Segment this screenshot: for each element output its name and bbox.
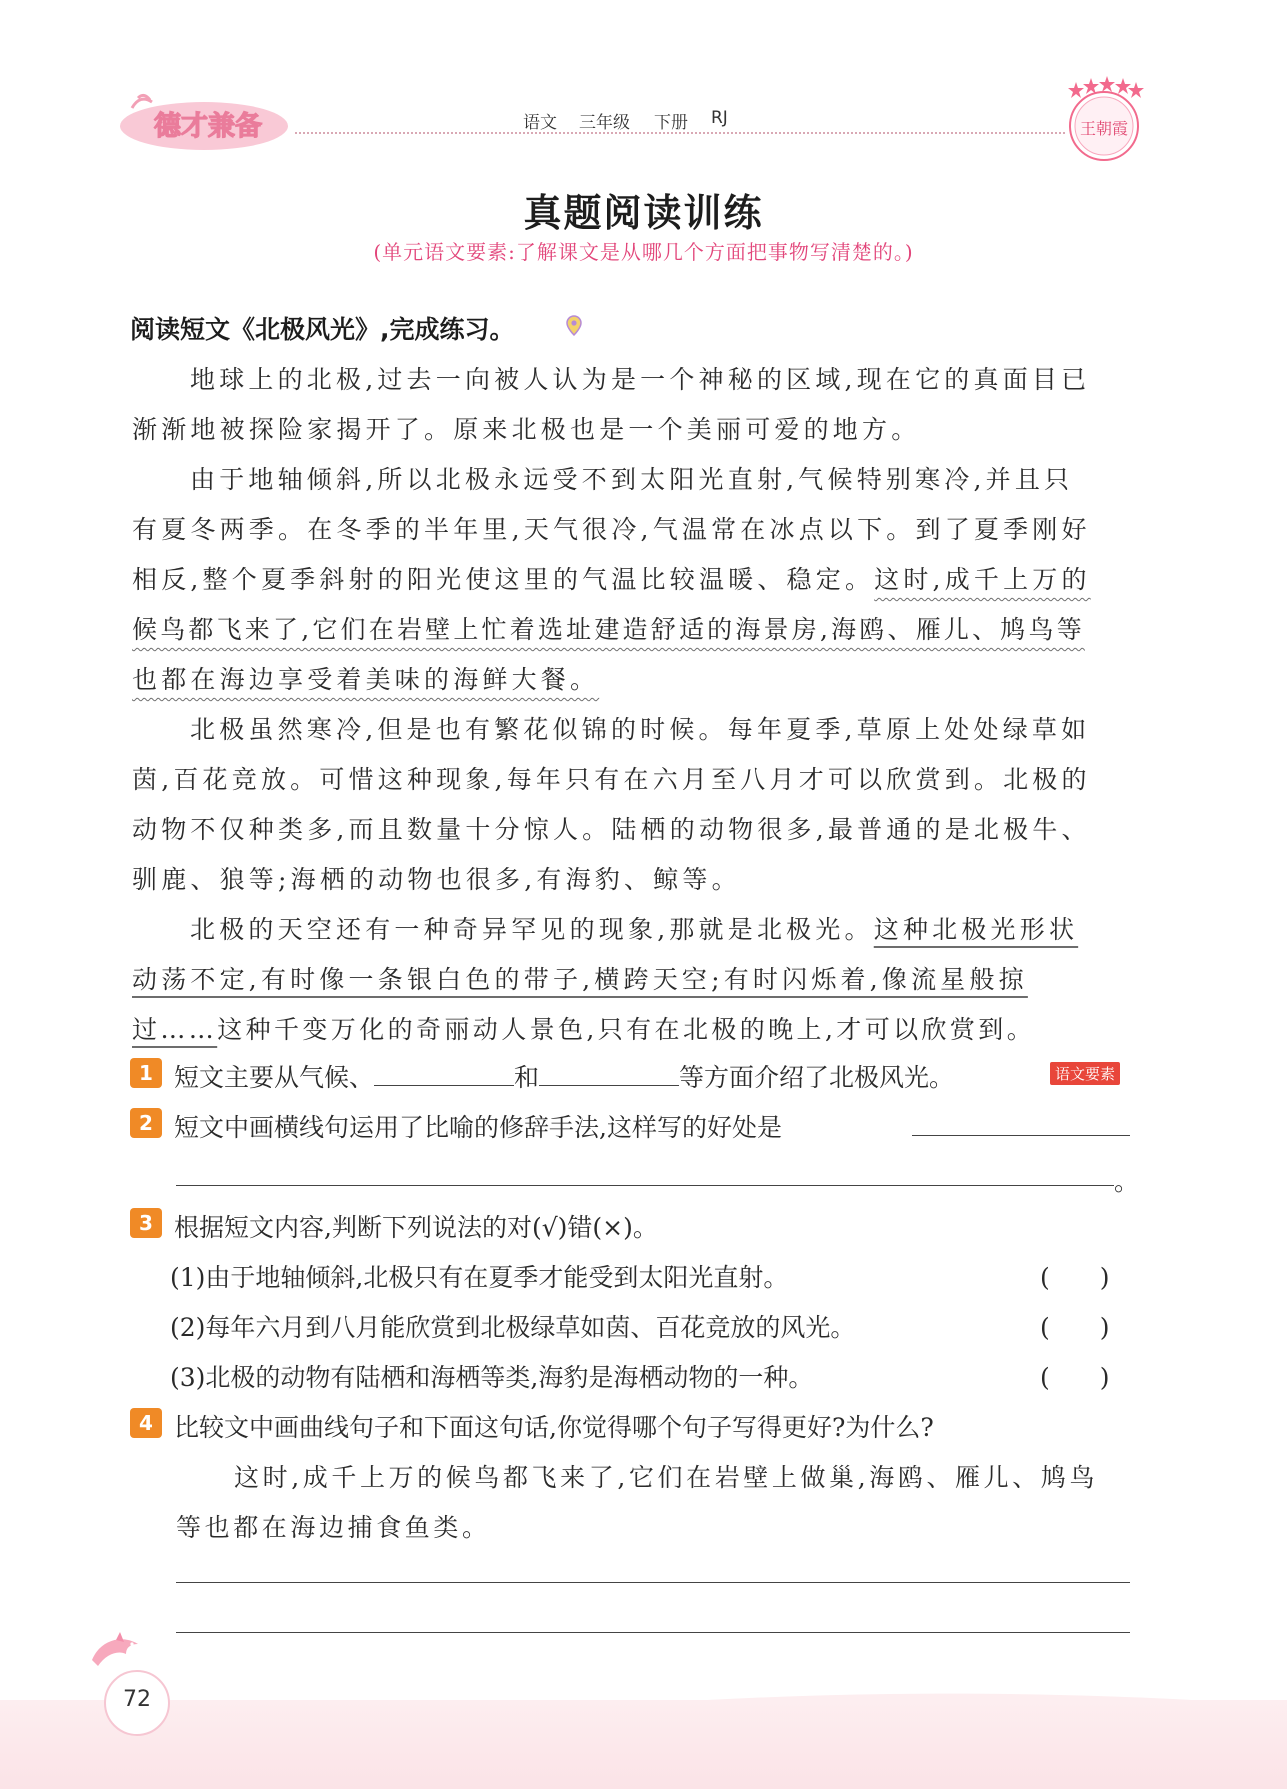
answer-line[interactable] xyxy=(912,1135,1130,1136)
answer-blank[interactable] xyxy=(539,1061,679,1086)
question-number: 1 xyxy=(130,1058,162,1088)
answer-line[interactable] xyxy=(176,1582,1130,1583)
stamp-text: 王朝霞 xyxy=(1079,119,1129,138)
curved-underline-sentence: 也都在海边享受着美味的海鲜大餐。 xyxy=(132,665,600,694)
reading-instruction: 阅读短文《北极风光》,完成练习。 xyxy=(130,315,515,344)
true-false-item: (2)每年六月到八月能欣赏到北极绿草如茵、百花竞放的风光。 xyxy=(170,1313,856,1342)
question-number: 3 xyxy=(130,1208,162,1238)
passage-line: 由于地轴倾斜,所以北极永远受不到太阳光直射,气候特别寒冷,并且只 xyxy=(190,465,1074,494)
location-pin-icon xyxy=(564,314,584,338)
answer-bracket[interactable]: ( ) xyxy=(1040,1263,1110,1292)
logo-text: 德才兼备 xyxy=(154,111,262,142)
straight-underline-sentence: 过…… xyxy=(132,1015,218,1044)
curved-underline-sentence: 这时,成千上万的 xyxy=(874,565,1091,594)
question-2 xyxy=(174,1108,782,1144)
passage-line: 北极虽然寒冷,但是也有繁花似锦的时候。每年夏季,草原上处处绿草如 xyxy=(190,715,1091,744)
header-term: 下册 xyxy=(654,113,688,133)
passage-text: 这种千变万化的奇丽动人景色,只有在北极的晚上,才可以欣赏到。 xyxy=(217,1015,1036,1044)
comparison-sentence: 这时,成千上万的候鸟都飞来了,它们在岩壁上做巢,海鸥、雁儿、鸠鸟 xyxy=(234,1463,1099,1492)
header-subject: 语文 xyxy=(523,113,557,133)
page-subtitle: (单元语文要素:了解课文是从哪几个方面把事物写清楚的。) xyxy=(373,240,914,264)
question-text: 短文中画横线句运用了比喻的修辞手法,这样写的好处是 xyxy=(174,1113,782,1142)
question-4: 比较文中画曲线句子和下面这句话,你觉得哪个句子写得更好?为什么? xyxy=(174,1413,934,1442)
brand-logo xyxy=(118,88,298,154)
answer-line[interactable] xyxy=(176,1185,1114,1186)
sentence-end: 。 xyxy=(1114,1167,1140,1196)
answer-bracket[interactable]: ( ) xyxy=(1040,1313,1110,1342)
passage-line: 有夏冬两季。在冬季的半年里,天气很冷,气温常在冰点以下。到了夏季刚好 xyxy=(132,515,1091,544)
straight-underline-sentence: 动荡不定,有时像一条银白色的带子,横跨天空;有时闪烁着,像流星般掠 xyxy=(132,965,1028,994)
question-number: 2 xyxy=(130,1108,162,1138)
question-text: 短文主要从气候、 xyxy=(174,1063,375,1092)
passage-text: 北极的天空还有一种奇异罕见的现象,那就是北极光。 xyxy=(190,915,874,944)
header-grade: 三年级 xyxy=(579,113,630,133)
passage-line: 驯鹿、狼等;海栖的动物也很多,有海豹、鲸等。 xyxy=(132,865,741,894)
passage-line xyxy=(132,560,1091,596)
straight-underline-sentence: 这种北极光形状 xyxy=(873,915,1079,944)
question-number: 4 xyxy=(130,1408,162,1438)
question-1 xyxy=(174,1058,954,1094)
passage-text: 相反,整个夏季斜射的阳光使这里的气温比较温暖、稳定。 xyxy=(132,565,875,594)
author-stamp xyxy=(1060,74,1144,164)
passage-line: 茵,百花竞放。可惜这种现象,每年只有在六月至八月才可以欣赏到。北极的 xyxy=(132,765,1091,794)
passage-line: 地球上的北极,过去一向被人认为是一个神秘的区域,现在它的真面目已 xyxy=(190,365,1091,394)
language-element-tag: 语文要素 xyxy=(1050,1062,1120,1085)
page-title: 真题阅读训练 xyxy=(523,191,764,235)
true-false-item: (1)由于地轴倾斜,北极只有在夏季才能受到太阳光直射。 xyxy=(170,1263,789,1292)
passage-line: 渐渐地被探险家揭开了。原来北极也是一个美丽可爱的地方。 xyxy=(132,415,921,444)
curved-underline-sentence: 候鸟都飞来了,它们在岩壁上忙着选址建造舒适的海景房,海鸥、雁儿、鸠鸟等 xyxy=(132,615,1085,644)
page-number: 72 xyxy=(123,1687,151,1712)
answer-bracket[interactable]: ( ) xyxy=(1040,1363,1110,1392)
answer-line[interactable] xyxy=(176,1632,1130,1633)
comparison-sentence: 等也都在海边捕食鱼类。 xyxy=(176,1513,491,1542)
question-text: 等方面介绍了北极风光。 xyxy=(679,1063,955,1092)
passage-line: 动物不仅种类多,而且数量十分惊人。陆栖的动物很多,最普通的是北极牛、 xyxy=(132,815,1091,844)
true-false-item: (3)北极的动物有陆栖和海栖等类,海豹是海栖动物的一种。 xyxy=(170,1363,814,1392)
question-3: 根据短文内容,判断下列说法的对(√)错(×)。 xyxy=(174,1213,658,1242)
passage-line xyxy=(190,910,1078,946)
header-edition: RJ xyxy=(711,108,728,128)
passage-line xyxy=(132,1010,1035,1046)
question-text: 和 xyxy=(514,1063,540,1092)
answer-blank[interactable] xyxy=(374,1061,514,1086)
footer-band xyxy=(0,1700,1287,1789)
